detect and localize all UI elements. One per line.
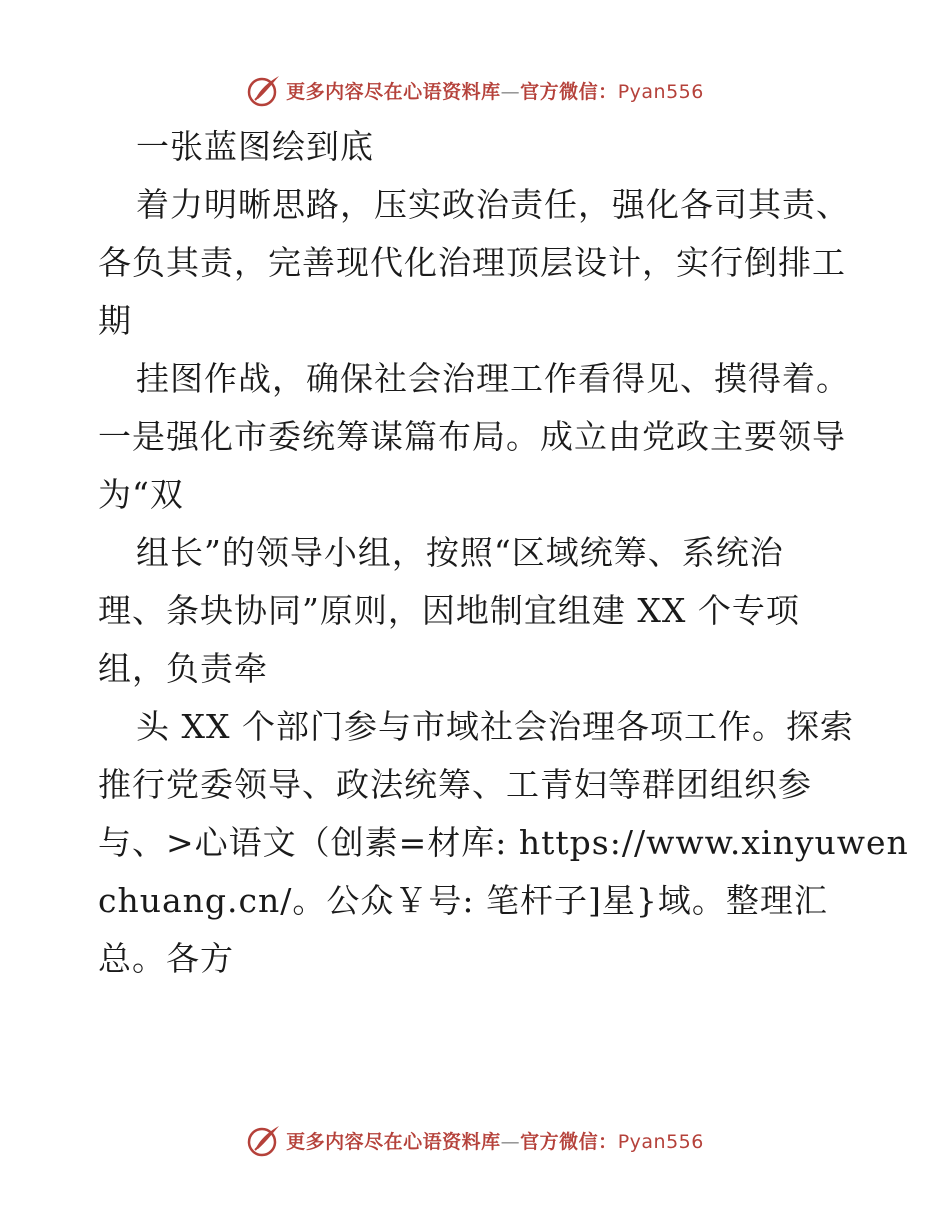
text-line: 组长”的领导小组，按照“区域统筹、系统治 — [136, 533, 784, 572]
footer-banner — [0, 1120, 950, 1160]
text-line: 与、>心语文（创素=材库: https://www.xinyuwen — [98, 823, 909, 862]
banner-separator: — — [500, 80, 521, 103]
text-line: 总。各方 — [98, 939, 234, 978]
text-line: chuang.cn/。公众￥号: 笔杆子]星}域。整理汇 — [98, 881, 828, 920]
text-line: 各负其责，完善现代化治理顶层设计，实行倒排工 — [98, 243, 846, 282]
banner-account: Pyan556 — [617, 1130, 704, 1153]
text-line: 着力明晰思路，压实政治责任，强化各司其责、 — [136, 185, 850, 224]
banner-account: Pyan556 — [617, 80, 704, 103]
banner-main: 更多内容尽在心语资料库 — [286, 1130, 501, 1153]
text-line: 理、条块协同”原则，因地制宜组建 XX 个专项 — [98, 591, 800, 630]
text-line: 头 XX 个部门参与市域社会治理各项工作。探索 — [136, 707, 854, 746]
banner-text — [286, 77, 704, 104]
banner-label: 官方微信： — [520, 1130, 618, 1153]
banner-separator: — — [500, 1130, 521, 1153]
text-line: 组，负责牵 — [98, 649, 268, 688]
text-line: 一张蓝图绘到底 — [136, 127, 374, 166]
text-line: 推行党委领导、政法统筹、工青妇等群团组织参 — [98, 765, 812, 804]
text-line: 一是强化市委统筹谋篇布局。成立由党政主要领导 — [98, 417, 846, 456]
text-line: 挂图作战，确保社会治理工作看得见、摸得着。 — [136, 359, 850, 398]
quill-logo-icon — [246, 72, 282, 108]
banner-text — [286, 1127, 704, 1154]
banner-main: 更多内容尽在心语资料库 — [286, 80, 501, 103]
text-line: 为“双 — [98, 475, 184, 514]
text-line: 期 — [98, 301, 132, 340]
banner-label: 官方微信： — [520, 80, 618, 103]
header-banner — [0, 70, 950, 110]
document-body — [98, 118, 909, 988]
quill-logo-icon — [246, 1122, 282, 1158]
